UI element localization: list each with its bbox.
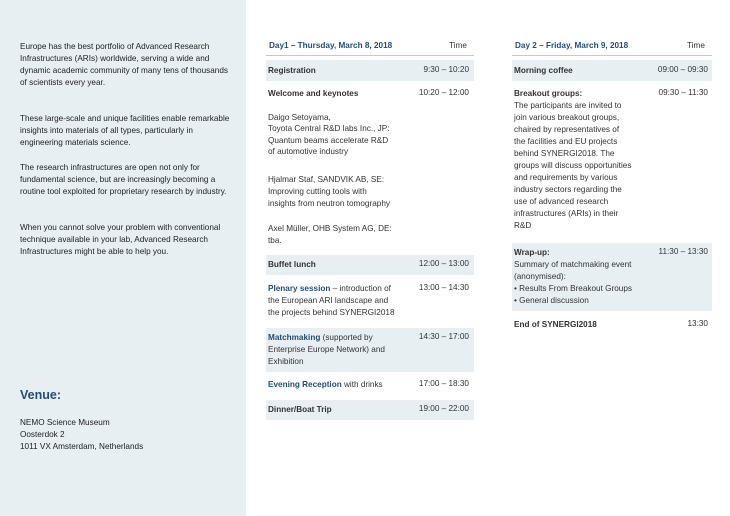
intro-paragraph: When you cannot solve your problem with conventional technique available in your lab, Advanced Research Infrastructures might be able to help you. [20,223,221,256]
schedule-row-end [512,315,712,335]
item-text: (anonymised): [514,272,566,281]
day1-title: Day1 – Thursday, March 8, 2018 [269,41,393,50]
venue-name: NEMO Science Museum [20,418,110,427]
venue-city: 1011 VX Amsterdam, Netherlands [20,442,144,451]
schedule-row-wrapup [512,243,712,311]
venue-street: Oosterdok 2 [20,430,65,439]
schedule-row-coffee [512,60,712,81]
schedule-row-breakout [512,84,712,234]
item-text: Summary of matchmaking event [514,260,632,269]
item-time: 17:00 – 18:30 [418,379,469,388]
intro-paragraph: The research infrastructures are open not only for fundamental science, but are increasingly becoming a routine tool exploited for proprietary research by industry. [20,163,227,196]
item-text: the European ARI landscape and [268,296,389,305]
item-label: Matchmaking [268,333,321,342]
speaker-3 [268,223,392,247]
item-text: groups will discuss opportunities [514,161,632,170]
speaker-text: Toyota Central R&D labs Inc., JP: [268,124,390,134]
item-time: 19:00 – 22:00 [418,404,469,413]
speaker-text: Daigo Setoyama, [268,113,331,122]
speaker-text: Improving cutting tools with [268,187,367,196]
item-text: The participants are invited to [514,101,622,110]
item-time: 12:00 – 13:00 [418,259,469,268]
item-text: R&D [514,221,532,230]
item-text: (supported by [320,333,373,342]
item-desc [514,259,632,307]
item-label: Dinner/Boat Trip [268,405,332,414]
item-text: industry sectors regarding the [514,185,622,194]
item-label: Evening Reception [268,380,342,389]
item-time: 09:00 – 09:30 [657,65,708,74]
speaker-text: insights from neutron tomography [268,199,390,208]
item-text: with drinks [341,380,383,389]
item-label: Breakout groups: [514,89,583,98]
item-time: 13:00 – 14:30 [418,283,469,292]
day2-time-header: Time [687,41,705,50]
item-text: chaired by representatives of [514,125,620,134]
schedule-row-dinner [266,400,474,420]
divider [266,55,474,56]
item-label: Wrap-up: [514,248,550,257]
schedule-row-registration [266,60,474,81]
divider [512,55,712,56]
item-desc [268,379,383,391]
item-desc [514,100,631,232]
item-label: Morning coffee [514,66,573,75]
item-text: the projects behind SYNERGI2018 [268,308,395,317]
item-text: the facilities and EU projects [514,137,618,146]
item-time: 13:30 [687,319,708,328]
speaker-text: Quantum beams accelerate R&D [268,135,389,145]
speaker-text: Axel Müller, OHB System AG, DE: [268,224,392,233]
item-time: 11:30 – 13:30 [658,247,708,256]
item-text: join various breakout groups, [514,113,620,122]
schedule-row-evening [266,375,474,395]
speaker-text: Hjalmar Staf, SANDVIK AB, SE: [268,175,385,184]
speaker-text: of automotive industry [268,146,349,156]
item-time: 9:30 – 10:20 [423,65,469,74]
day2-title: Day 2 – Friday, March 9, 2018 [515,41,629,50]
speaker-1 [268,112,390,157]
item-label: Registration [268,66,316,75]
item-text: – introduction of [330,284,391,293]
item-text: behind SYNERGI2018. The [514,149,615,158]
intro-paragraph: These large-scale and unique facilities enable remarkable insights into materials of all types, particularly in engineering materials science. [20,114,230,147]
schedule-row-welcome [266,84,474,244]
bullet-item: • General discussion [514,296,589,305]
item-time: 10:20 – 12:00 [418,88,469,97]
schedule-row-buffet [266,255,474,275]
item-time: 14:30 – 17:00 [418,332,469,341]
item-text: Enterprise Europe Network) and [268,345,385,354]
intro-paragraph: Europe has the best portfolio of Advanced Research Infrastructures (ARIs) worldwide, serving a wide and dynamic academic community of many tens of thousands of scientists every year. [20,42,228,87]
item-label: Plenary session [268,284,331,293]
item-desc [268,283,395,319]
item-text: infrastructures (ARIs) in their [514,209,619,218]
day1-time-header: Time [449,41,467,50]
schedule-row-matchmaking [266,328,474,372]
item-label: End of SYNERGI2018 [514,320,597,329]
schedule-row-plenary [266,279,474,323]
item-text: use of advanced research [514,197,609,206]
item-text: Exhibition [268,357,304,366]
item-desc [268,332,385,368]
item-label: Welcome and keynotes [268,89,359,98]
item-label: Buffet lunch [268,260,316,269]
speaker-2 [268,174,390,210]
venue-heading: Venue: [20,388,61,402]
bullet-item: • Results From Breakout Groups [514,284,632,293]
item-time: 09:30 – 11:30 [658,88,708,97]
item-text: and requirements by various [514,173,618,182]
speaker-text: tba. [268,236,282,245]
